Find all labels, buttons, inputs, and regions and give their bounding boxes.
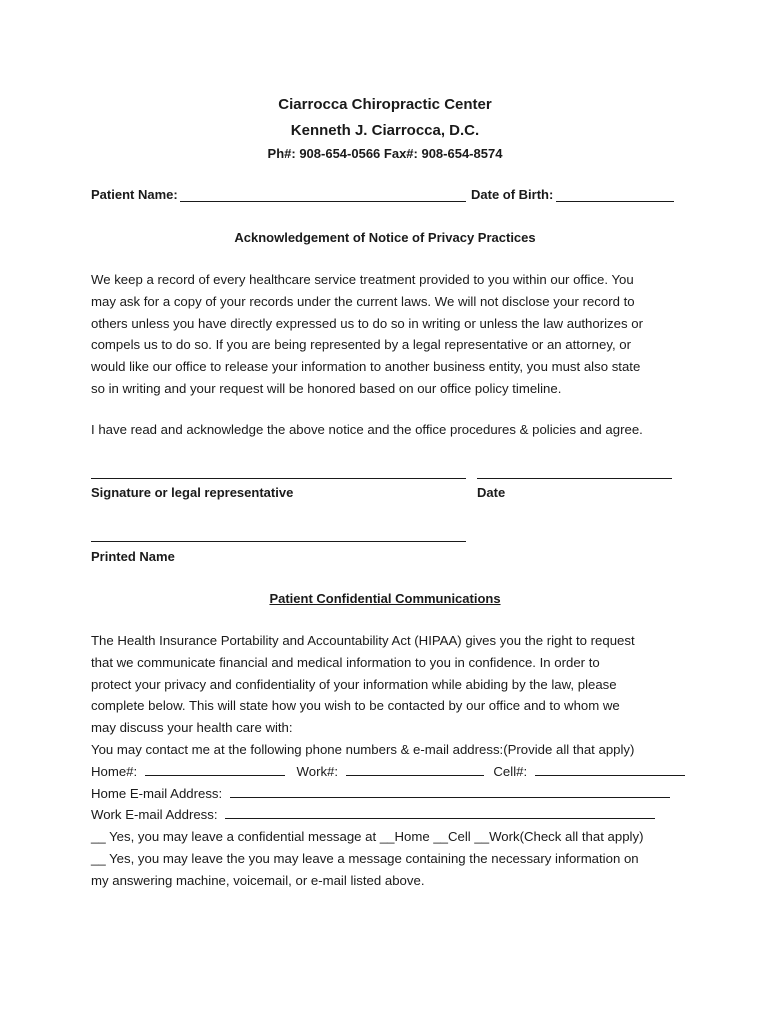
signature-date-field[interactable] [477, 478, 672, 479]
signature-field[interactable] [91, 478, 466, 479]
date-of-birth-field[interactable] [556, 201, 674, 202]
phone-row [91, 761, 691, 783]
communications-line: The Health Insurance Portability and Accountability Act (HIPAA) gives you the right to request [91, 633, 635, 648]
privacy-line: so in writing and your request will be honored based on our office policy timeline. [91, 380, 562, 396]
privacy-body [91, 269, 691, 400]
communications-line: that we communicate financial and medical information to you in confidence. In order to [91, 654, 600, 670]
printed-name-field[interactable] [91, 541, 466, 542]
clinic-name: Ciarrocca Chiropractic Center [278, 96, 492, 113]
contact-info: Ph#: 908-654-0566 Fax#: 908-654-8574 [267, 146, 503, 161]
privacy-line: may ask for a copy of your records under the current laws. We will not disclose your record to [91, 293, 635, 309]
doctor-name: Kenneth J. Ciarrocca, D.C. [290, 122, 480, 139]
privacy-line: others unless you have directly expressed us to do so in writing or unless the law authorizes or [91, 315, 643, 331]
printed-name-label: Printed Name [91, 549, 175, 564]
communications-line: protect your privacy and confidentiality of your information while abiding by the law, please [91, 676, 617, 692]
work-phone-label: Work#: [296, 763, 339, 779]
communications-line: You may contact me at the following phone numbers & e-mail address:(Provide all that apply) [91, 741, 635, 757]
patient-name-label: Patient Name: [91, 187, 178, 202]
privacy-line: would like our office to release your information to another business entity, you must also state [91, 359, 641, 375]
signature-label: Signature or legal representative [91, 485, 294, 500]
communications-line: complete below. This will state how you wish to be contacted by our office and to whom we [91, 698, 620, 714]
home-email-row [91, 783, 691, 805]
work-email-field[interactable] [225, 806, 655, 819]
date-of-birth-label: Date of Birth: [471, 187, 554, 202]
date-label: Date [477, 485, 506, 500]
message-content-option[interactable]: __ Yes, you may leave the you may leave a message containing the necessary information on [91, 850, 639, 866]
home-email-label: Home E-mail Address: [91, 785, 223, 801]
privacy-line: compels us to do so. If you are being represented by a legal representative or an attorney, or [91, 337, 632, 353]
work-phone-field[interactable] [346, 763, 484, 776]
message-content-option-cont: my answering machine, voicemail, or e-mail listed above. [91, 872, 425, 888]
work-email-row [91, 804, 691, 826]
patient-name-field[interactable] [180, 201, 466, 202]
cell-phone-field[interactable] [535, 763, 685, 776]
privacy-title: Acknowledgement of Notice of Privacy Practices [234, 230, 536, 245]
home-email-field[interactable] [230, 785, 670, 798]
communications-line: may discuss your health care with: [91, 720, 293, 736]
communications-body [91, 630, 691, 892]
privacy-line: We keep a record of every healthcare service treatment provided to you within our office. You [91, 272, 634, 287]
home-phone-label: Home#: [91, 763, 138, 779]
acknowledge-statement: I have read and acknowledge the above notice and the office procedures & policies and agree. [91, 422, 643, 437]
communications-title: Patient Confidential Communications [269, 591, 501, 606]
home-phone-field[interactable] [145, 763, 285, 776]
work-email-label: Work E-mail Address: [91, 807, 218, 823]
confidential-message-option[interactable]: __ Yes, you may leave a confidential message at __Home __Cell __Work(Check all that apply) [91, 829, 644, 845]
cell-phone-label: Cell#: [493, 763, 528, 779]
